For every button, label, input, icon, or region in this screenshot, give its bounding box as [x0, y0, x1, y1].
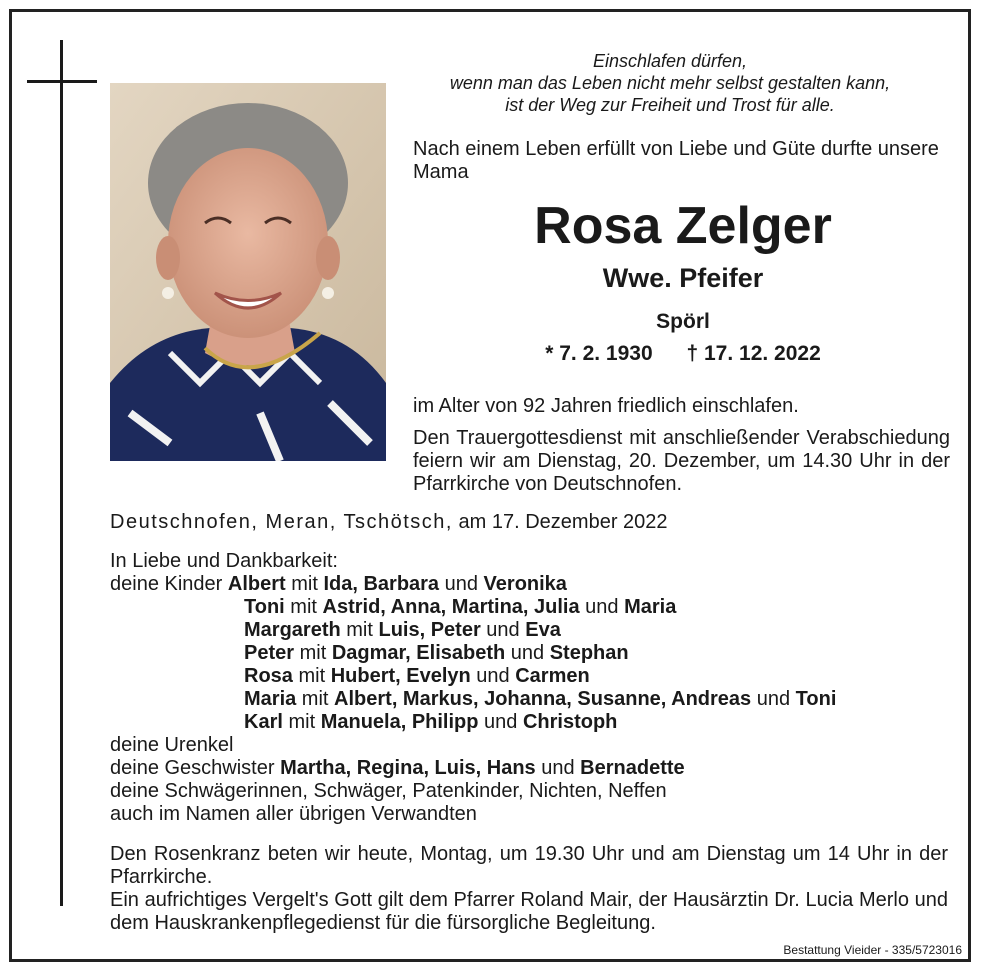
family-member-name: Ida, Barbara: [323, 573, 440, 595]
family-member-name: Eva: [525, 619, 561, 641]
family-member-name: Hubert, Evelyn: [330, 665, 471, 687]
quote-line: wenn man das Leben nicht mehr selbst gestalten kann,: [449, 73, 891, 93]
great-grandchildren: deine Urenkel: [110, 734, 234, 756]
quote-line: ist der Weg zur Freiheit und Trost für alle.: [505, 95, 835, 115]
siblings-label: deine Geschwister: [110, 757, 281, 779]
life-dates: [413, 342, 953, 366]
connector-text: mit: [284, 596, 323, 618]
child-row: [110, 573, 950, 596]
family-member-name: Stephan: [549, 642, 629, 664]
connector-text: mit: [296, 688, 335, 710]
family-member-name: Maria: [244, 688, 297, 710]
connector-text: und: [478, 711, 523, 733]
family-member-name: Rosa: [244, 665, 293, 687]
family-member-name: Karl: [244, 711, 283, 733]
family-member-name: Luis, Peter: [378, 619, 481, 641]
intro-text: Nach einem Leben erfüllt von Liebe und Güte durfte unsere Mama: [413, 138, 939, 183]
child-row: [110, 665, 950, 688]
in-laws: deine Schwägerinnen, Schwäger, Patenkinder, Nichten, Neffen: [110, 780, 667, 802]
family-member-name: Maria: [624, 596, 677, 618]
family-member-name: Peter: [244, 642, 295, 664]
connector-text: und: [505, 642, 550, 664]
widow-name: Wwe. Pfeifer: [602, 263, 764, 293]
age-text: im Alter von 92 Jahren friedlich einschlafen.: [413, 395, 799, 417]
service-text: Den Trauergottesdienst mit anschließender Verabschiedung feiern wir am Dienstag, 20. Dezember, um 14.30 Uhr in der Pfarrkirche von Deutschnofen.: [413, 427, 950, 495]
connector-text: mit: [285, 573, 324, 595]
relatives: auch im Namen aller übrigen Verwandten: [110, 803, 477, 825]
connector-text: mit: [292, 665, 331, 687]
family-member-name: Albert, Markus, Johanna, Susanne, Andreas: [334, 688, 752, 710]
siblings-row: [110, 757, 950, 780]
connector-text: mit: [294, 642, 332, 664]
cross-icon: [60, 40, 63, 906]
connector-text: und: [439, 573, 484, 595]
birth-date: * 7. 2. 1930: [545, 342, 653, 365]
child-row: [110, 642, 950, 665]
family-member-name: Christoph: [522, 711, 618, 733]
family-member-name: Margareth: [244, 619, 341, 641]
siblings-and: und: [535, 757, 581, 779]
family-intro: In Liebe und Dankbarkeit:: [110, 550, 338, 572]
cross-icon-bar: [27, 80, 97, 83]
connector-text: und: [579, 596, 625, 618]
siblings-last: Bernadette: [580, 757, 685, 779]
place-date-line: [110, 511, 668, 534]
place-names: Deutschnofen, Meran, Tschötsch,: [110, 511, 453, 533]
family-member-name: Manuela, Philipp: [320, 711, 479, 733]
thanks-text: Ein aufrichtiges Vergelt's Gott gilt dem Pfarrer Roland Mair, der Hausärztin Dr. Lucia Merlo und dem Hauskrankenpflegedienst für die fürsorgliche Begleitung.: [110, 889, 948, 934]
portrait-photo: [110, 83, 386, 461]
death-date: † 17. 12. 2022: [686, 342, 821, 365]
family-member-name: Toni: [244, 596, 285, 618]
deceased-name: Rosa Zelger: [534, 197, 832, 255]
child-row: [110, 619, 950, 642]
child-row: [110, 688, 950, 711]
family-member-name: Dagmar, Elisabeth: [331, 642, 506, 664]
child-row: [110, 596, 950, 619]
epitaph-quote: [410, 50, 930, 116]
maiden-name: Spörl: [656, 310, 710, 333]
rosary-text: Den Rosenkranz beten wir heute, Montag, um 19.30 Uhr und am Dienstag um 14 Uhr in der Pfarrkirche.: [110, 843, 948, 888]
funeral-home: Bestattung Vieider - 335/5723016: [783, 943, 962, 957]
connector-text: und: [751, 688, 796, 710]
family-member-name: Albert: [227, 573, 286, 595]
siblings-names: Martha, Regina, Luis, Hans: [280, 757, 536, 779]
connector-text: und: [470, 665, 516, 687]
children-label: deine Kinder: [110, 573, 228, 595]
rosary-notice: [110, 843, 948, 935]
quote-line: Einschlafen dürfen,: [592, 51, 748, 71]
child-row: [110, 711, 950, 734]
family-list: [110, 550, 950, 826]
place-date: am 17. Dezember 2022: [458, 511, 668, 533]
connector-text: mit: [282, 711, 321, 733]
family-member-name: Veronika: [483, 573, 567, 595]
connector-text: mit: [340, 619, 379, 641]
connector-text: und: [480, 619, 526, 641]
family-member-name: Carmen: [515, 665, 590, 687]
family-member-name: Astrid, Anna, Martina, Julia: [322, 596, 580, 618]
family-member-name: Toni: [795, 688, 837, 710]
children-list: [110, 573, 950, 734]
